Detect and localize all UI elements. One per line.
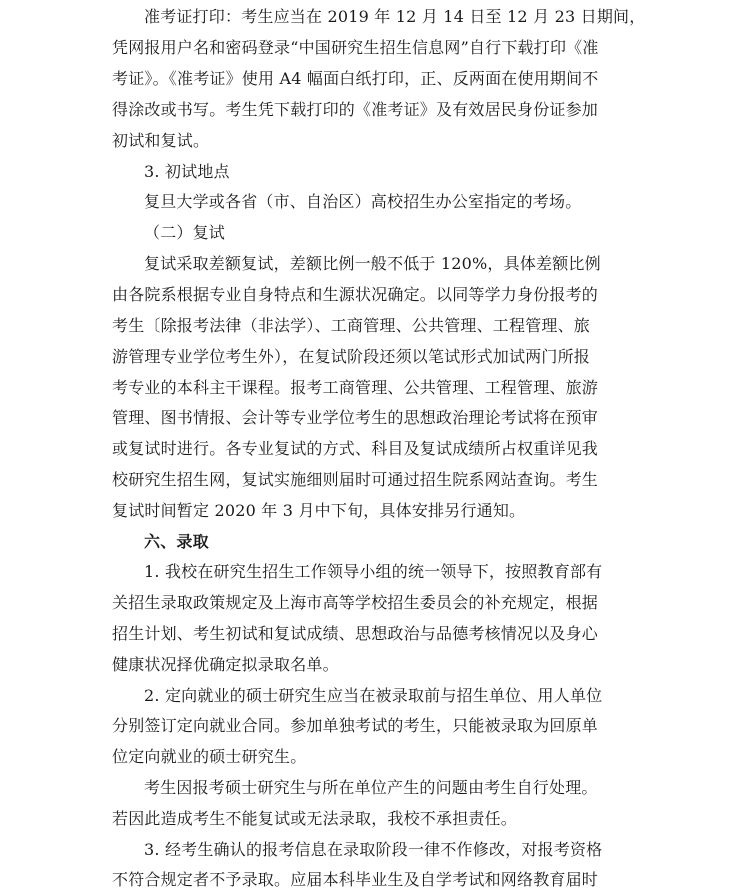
paragraph-line: 初试和复试。 xyxy=(112,131,210,150)
paragraph-line: 由各院系根据专业自身特点和生源状况确定。以同等学力身份报考的 xyxy=(112,285,599,304)
paragraph-line: 得涂改或书写。考生凭下载打印的《准考证》及有效居民身份证参加 xyxy=(112,100,599,119)
paragraph-line: 3. 经考生确认的报考信息在录取阶段一律不作修改，对报考资格 xyxy=(144,840,603,859)
paragraph-line: 分别签订定向就业合同。参加单独考试的考生，只能被录取为回原单 xyxy=(112,716,599,735)
paragraph-line: 校研究生招生网，复试实施细则届时可通过招生院系网站查询。考生 xyxy=(112,470,599,489)
section-subtitle: 3. 初试地点 xyxy=(144,162,230,181)
paragraph-line: 考证》。《准考证》使用 A4 幅面白纸打印，正、反两面在使用期间不 xyxy=(112,69,599,88)
paragraph-line: 准考证打印：考生应当在 2019 年 12 月 14 日至 12 月 23 日期间， xyxy=(144,7,646,26)
section-title: 六、录取 xyxy=(144,532,209,551)
paragraph-line: 考生〔除报考法律（非法学）、工商管理、公共管理、工程管理、旅 xyxy=(112,316,591,335)
paragraph-line: 或复试时进行。各专业复试的方式、科目及复试成绩所占权重详见我 xyxy=(112,439,599,458)
paragraph-line: 考生因报考硕士研究生与所在单位产生的问题由考生自行处理。 xyxy=(144,778,598,797)
section-subtitle: （二）复试 xyxy=(144,223,226,242)
paragraph-line: 关招生录取政策规定及上海市高等学校招生委员会的补充规定，根据 xyxy=(112,593,599,612)
paragraph-line: 管理、图书情报、会计等专业学位考生的思想政治理论考试将在预审 xyxy=(112,408,599,427)
paragraph-line: 不符合规定者不予录取。应届本科毕业生及自学考试和网络教育届时 xyxy=(112,870,599,889)
paragraph-line: 2. 定向就业的硕士研究生应当在被录取前与招生单位、用人单位 xyxy=(144,686,603,705)
paragraph-line: 考专业的本科主干课程。报考工商管理、公共管理、工程管理、旅游 xyxy=(112,378,599,397)
paragraph-line: 位定向就业的硕士研究生。 xyxy=(112,747,307,766)
paragraph-line: 凭网报用户名和密码登录“中国研究生招生信息网”自行下载打印《准 xyxy=(112,38,599,57)
paragraph-line: 1. 我校在研究生招生工作领导小组的统一领导下，按照教育部有 xyxy=(144,562,603,581)
paragraph-line: 复旦大学或各省（市、自治区）高校招生办公室指定的考场。 xyxy=(144,192,582,211)
paragraph-line: 游管理专业学位考生外），在复试阶段还须以笔试形式加试两门所报 xyxy=(112,347,591,366)
paragraph-line: 复试采取差额复试，差额比例一般不低于 120%，具体差额比例 xyxy=(144,254,601,273)
paragraph-line: 招生计划、考生初试和复试成绩、思想政治与品德考核情况以及身心 xyxy=(112,624,599,643)
paragraph-line: 复试时间暂定 2020 年 3 月中下旬，具体安排另行通知。 xyxy=(112,501,526,520)
paragraph-line: 若因此造成考生不能复试或无法录取，我校不承担责任。 xyxy=(112,809,518,828)
paragraph-line: 健康状况择优确定拟录取名单。 xyxy=(112,655,339,674)
